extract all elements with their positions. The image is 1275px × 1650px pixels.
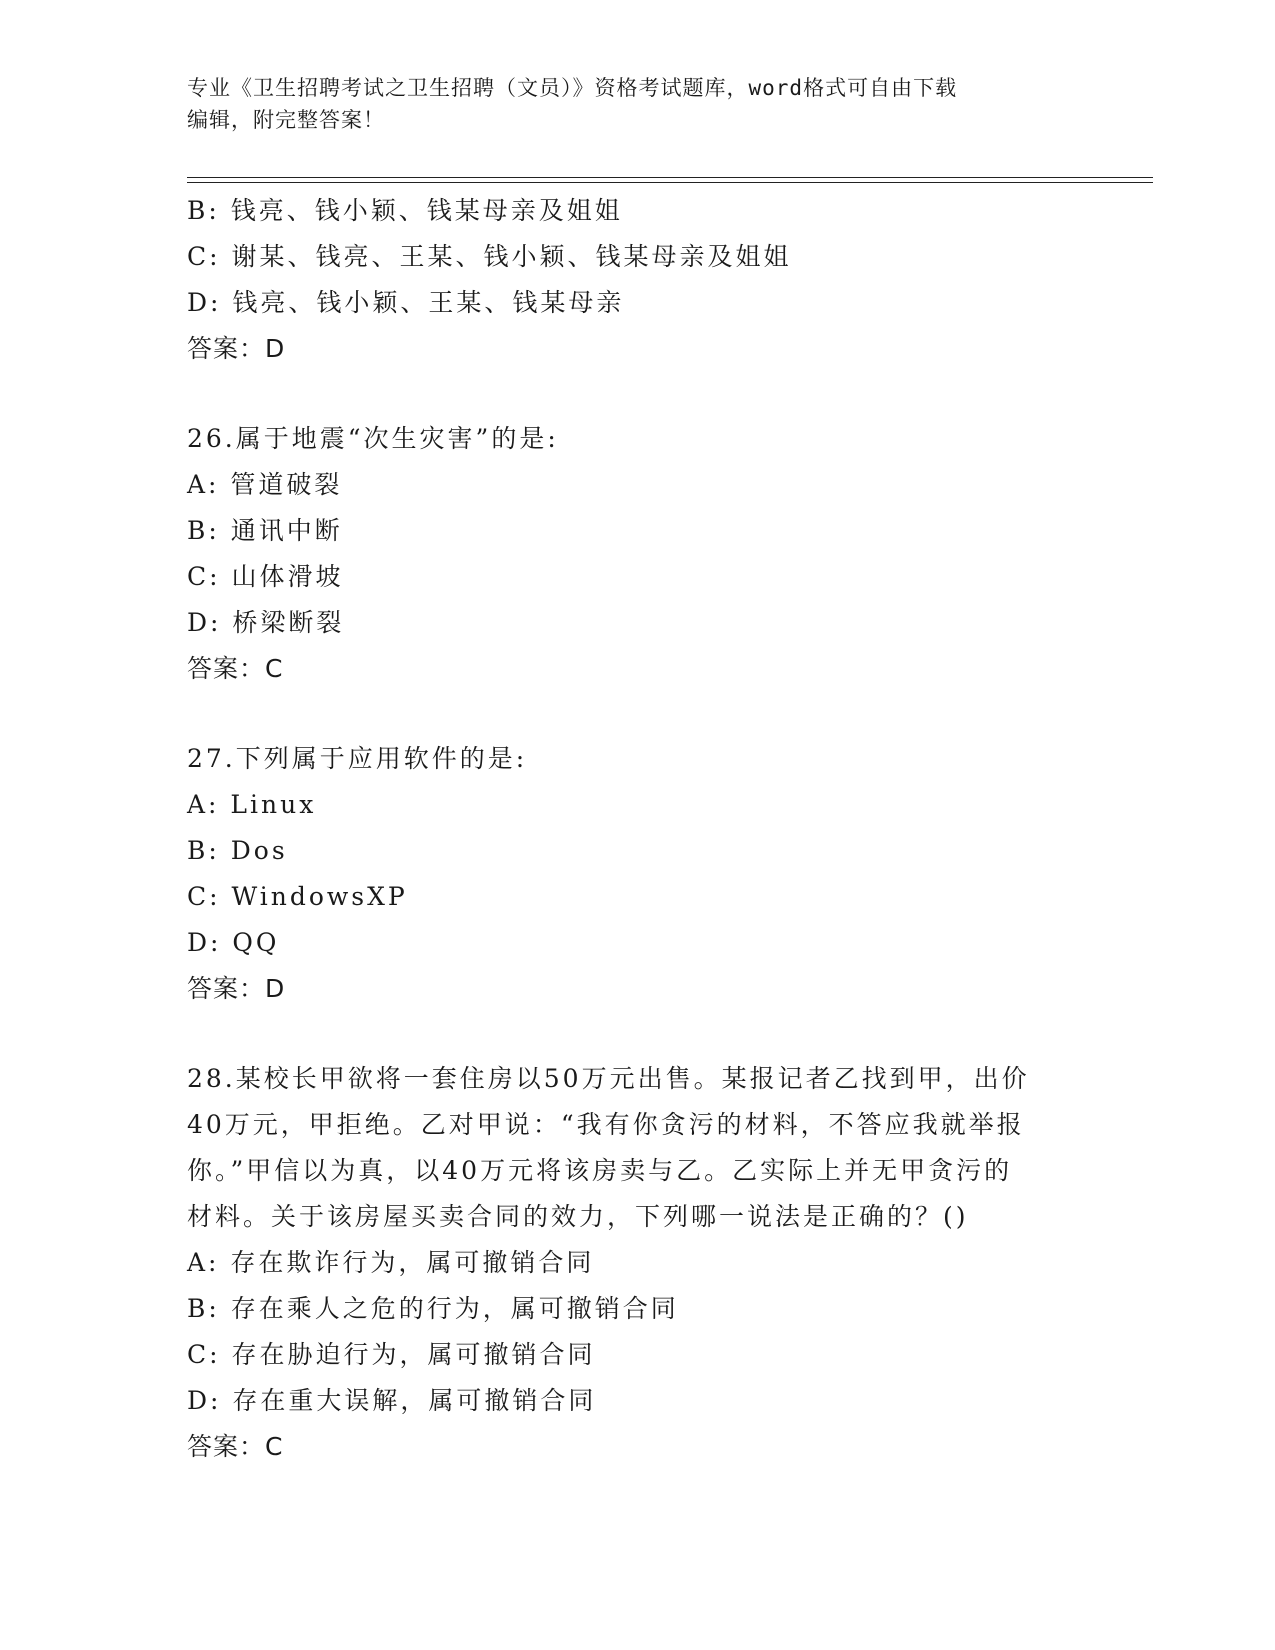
question-text-line-1: 28.某校长甲欲将一套住房以50万元出售。某报记者乙找到甲，出价: [187, 1064, 1030, 1093]
header-divider-top: [187, 177, 1153, 178]
spacer: [187, 1012, 1087, 1056]
spacer: [187, 692, 1087, 736]
question-25: [187, 188, 1087, 372]
answer: 答案：C: [187, 654, 284, 683]
option-a: A: Linux: [187, 790, 317, 819]
option-c: C: 谢某、钱亮、王某、钱小颖、钱某母亲及姐姐: [187, 242, 792, 271]
question-text-line-2: 40万元，甲拒绝。乙对甲说：“我有你贪污的材料，不答应我就举报: [187, 1110, 1025, 1139]
option-d: D: QQ: [187, 928, 280, 957]
question-text-line-3: 你。”甲信以为真，以40万元将该房卖与乙。乙实际上并无甲贪污的: [187, 1156, 1013, 1185]
question-list: [187, 188, 1087, 1470]
header-line-1: 专业《卫生招聘考试之卫生招聘（文员）》资格考试题库，word格式可自由下载: [187, 76, 958, 100]
option-d: D: 存在重大误解，属可撤销合同: [187, 1386, 597, 1415]
option-c: C: WindowsXP: [187, 882, 408, 911]
header-line-2: 编辑，附完整答案！: [187, 108, 385, 132]
option-d: D: 钱亮、钱小颖、王某、钱某母亲: [187, 288, 625, 317]
answer: 答案：D: [187, 974, 286, 1003]
header-divider-bottom: [187, 182, 1153, 183]
question-text-line-4: 材料。关于该房屋买卖合同的效力，下列哪一说法是正确的？(): [187, 1202, 969, 1231]
question-28: [187, 1056, 1087, 1470]
option-a: A: 存在欺诈行为，属可撤销合同: [187, 1248, 595, 1277]
question-26: [187, 416, 1087, 692]
option-c: C: 山体滑坡: [187, 562, 344, 591]
question-text: 27.下列属于应用软件的是:: [187, 744, 528, 773]
option-b: B: 通讯中断: [187, 516, 343, 545]
option-d: D: 桥梁断裂: [187, 608, 345, 637]
question-text: 26.属于地震“次生灾害”的是:: [187, 424, 559, 453]
option-b: B: 存在乘人之危的行为，属可撤销合同: [187, 1294, 679, 1323]
option-c: C: 存在胁迫行为，属可撤销合同: [187, 1340, 596, 1369]
document-header: [187, 72, 1067, 136]
spacer: [187, 372, 1087, 416]
answer: 答案：D: [187, 334, 286, 363]
question-27: [187, 736, 1087, 1012]
option-a: A: 管道破裂: [187, 470, 343, 499]
option-b: B: 钱亮、钱小颖、钱某母亲及姐姐: [187, 196, 623, 225]
option-b: B: Dos: [187, 836, 288, 865]
answer: 答案：C: [187, 1432, 284, 1461]
